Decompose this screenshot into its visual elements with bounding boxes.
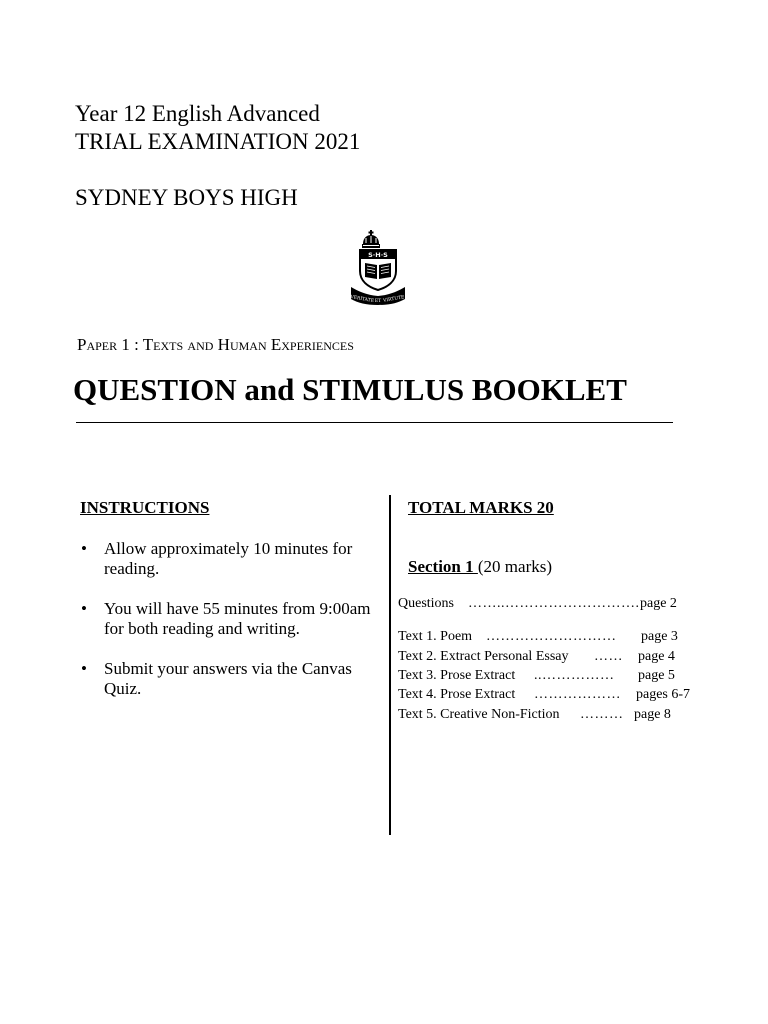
paper-name: Texts and Human Experiences [142,335,354,354]
contents-label: Text 2. Extract Personal Essay [398,649,569,664]
contents-label: Text 1. Poem [398,629,473,644]
booklet-title: QUESTION and STIMULUS BOOKLET [73,372,627,407]
contents-leader: ……………………… [486,629,617,644]
instructions-list [80,539,380,719]
contents-page: page 2 [640,596,677,611]
contents-page: page 5 [638,668,675,683]
course-title: Year 12 English Advanced [75,101,320,126]
instruction-item [80,539,380,579]
instruction-text: Allow approximately 10 minutes for reading. [104,539,353,578]
contents-leader: ……………… [534,687,621,702]
crown-icon [362,230,380,248]
section-heading: Section 1 [408,557,478,576]
instruction-text: You will have 55 minutes from 9:00am for both reading and writing. [104,599,371,638]
paper-title [77,333,354,357]
section-marks: (20 marks) [477,557,553,576]
section-line [408,556,552,578]
svg-text:ET: ET [374,299,382,304]
contents-leader: …… [594,649,623,664]
instructions-heading: INSTRUCTIONS [80,498,210,517]
contents-row-text-4 [398,686,690,704]
contents-row-text-5 [398,706,671,724]
contents-page: page 4 [638,649,675,664]
exam-title: TRIAL EXAMINATION 2021 [75,129,361,154]
contents-label: Text 4. Prose Extract [398,687,516,702]
svg-text:S·H·S: S·H·S [368,251,388,259]
bullet-icon: • [81,539,87,558]
contents-page: pages 6-7 [636,687,691,702]
contents-leader: ……..………………………. [468,596,640,611]
instruction-item [80,599,380,639]
contents-page: page 8 [634,707,671,722]
title-divider [76,422,673,423]
total-marks-heading: TOTAL MARKS 20 [408,498,554,517]
paper-prefix: Paper 1 : [77,335,143,354]
contents-label: Text 5. Creative Non-Fiction [398,707,560,722]
contents-row-text-1 [398,628,678,646]
instruction-text: Submit your answers via the Canvas Quiz. [104,659,352,698]
contents-row-text-2 [398,648,675,666]
column-divider [389,495,391,835]
school-crest-logo [350,229,406,305]
contents-row-questions [398,595,677,613]
contents-leader: ……… [580,707,624,722]
bullet-icon: • [81,659,87,678]
bullet-icon: • [81,599,87,618]
svg-text:VERITATE: VERITATE [350,294,375,305]
contents-row-text-3 [398,667,675,685]
contents-leader: ..…………… [534,668,615,683]
contents-label: Text 3. Prose Extract [398,668,516,683]
school-name: SYDNEY BOYS HIGH [75,185,298,210]
contents-page: page 3 [641,629,678,644]
contents-label: Questions [398,596,454,611]
instruction-item [80,659,380,699]
svg-text:VIRTUTE: VIRTUTE [382,295,405,304]
